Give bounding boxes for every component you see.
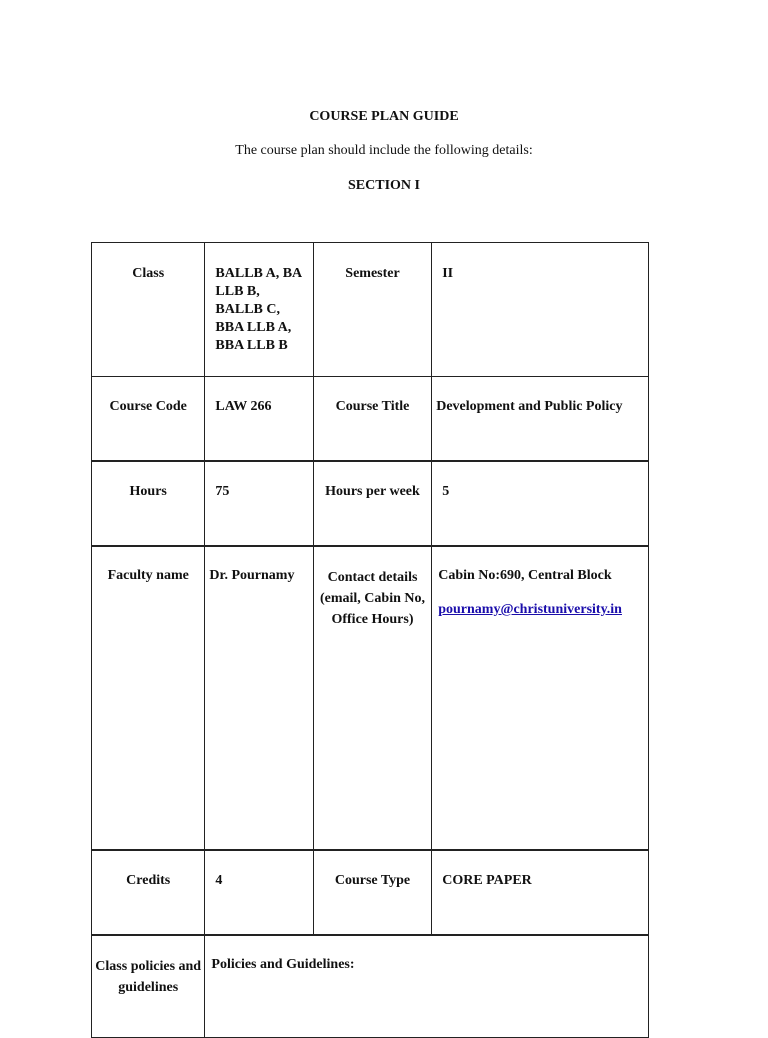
table-row-class bbox=[92, 243, 649, 377]
hours-value: 75 bbox=[205, 461, 313, 546]
table-row-credits bbox=[92, 850, 649, 935]
course-code-value: LAW 266 bbox=[205, 377, 313, 462]
table-row-faculty bbox=[92, 546, 649, 850]
credits-label: Credits bbox=[92, 850, 205, 935]
contact-label: Contact details (email, Cabin No, Office Hours) bbox=[313, 546, 431, 850]
table-row-policies bbox=[92, 935, 649, 1038]
hours-per-week-value: 5 bbox=[432, 461, 649, 546]
semester-value: II bbox=[432, 243, 649, 377]
class-value: BALLB A, BA LLB B, BALLB C, BBA LLB A, BBA LLB B bbox=[205, 243, 313, 377]
hours-per-week-label: Hours per week bbox=[313, 461, 431, 546]
course-title-label: Course Title bbox=[313, 377, 431, 462]
section-heading: SECTION I bbox=[348, 178, 420, 193]
course-code-label: Course Code bbox=[92, 377, 205, 462]
course-type-label: Course Type bbox=[313, 850, 431, 935]
faculty-label: Faculty name bbox=[92, 546, 205, 850]
class-label: Class bbox=[92, 243, 205, 377]
contact-cabin: Cabin No:690, Central Block bbox=[438, 568, 612, 583]
course-type-value: CORE PAPER bbox=[432, 850, 649, 935]
course-plan-table bbox=[91, 242, 649, 1038]
document-intro: The course plan should include the following details: bbox=[235, 143, 533, 158]
email-link[interactable]: pournamy@christuniversity.in bbox=[438, 602, 622, 617]
hours-label: Hours bbox=[92, 461, 205, 546]
table-row-hours bbox=[92, 461, 649, 546]
credits-value: 4 bbox=[205, 850, 313, 935]
course-title-value: Development and Public Policy bbox=[432, 377, 649, 462]
document-title: COURSE PLAN GUIDE bbox=[309, 109, 459, 124]
policies-value: Policies and Guidelines: bbox=[205, 935, 649, 1038]
policies-label: Class policies and guidelines bbox=[92, 935, 205, 1038]
semester-label: Semester bbox=[313, 243, 431, 377]
contact-value bbox=[432, 546, 649, 850]
faculty-value: Dr. Pournamy bbox=[205, 546, 313, 850]
table-row-course-code bbox=[92, 377, 649, 462]
